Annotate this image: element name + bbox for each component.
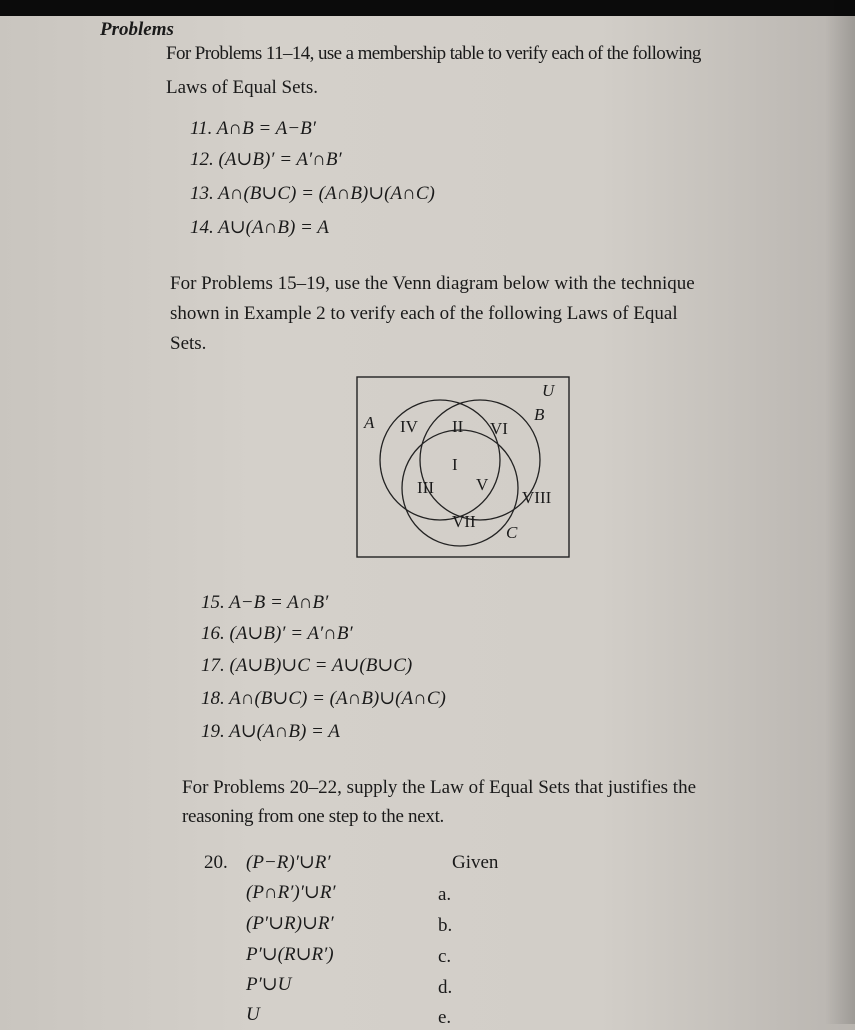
step-expr-3: (P′∪R)∪R′	[246, 913, 334, 934]
step-expr-5: P′∪U	[246, 974, 292, 995]
region-vii: VII	[452, 512, 476, 531]
venn-svg	[356, 376, 570, 558]
problem-16: 16. (A∪B)′ = A′∩B′	[201, 623, 353, 644]
section-heading: Problems	[100, 19, 174, 40]
problem-12: 12. (A∪B)′ = A′∩B′	[190, 149, 342, 170]
region-vi: VI	[490, 419, 508, 438]
step-expr-1: (P−R)′∪R′	[246, 852, 331, 873]
problem-14: 14. A∪(A∩B) = A	[190, 217, 329, 238]
step-reason-5: d.	[438, 977, 453, 998]
step-expr-4: P′∪(R∪R′)	[246, 944, 334, 965]
step-reason-3: b.	[438, 915, 453, 936]
page-edge-shadow	[825, 0, 855, 1024]
region-v: V	[476, 475, 489, 494]
section2-intro-line1: For Problems 15–19, use the Venn diagram below with the technique	[170, 273, 695, 294]
step-reason-6: e.	[438, 1007, 452, 1028]
step-expr-2: (P∩R′)′∪R′	[246, 882, 336, 903]
step-reason-2: a.	[438, 884, 452, 905]
circle-a	[380, 400, 500, 520]
venn-diagram	[356, 376, 570, 558]
problem-15: 15. A−B = A∩B′	[201, 592, 329, 613]
problem-11: 11. A∩B = A−B′	[190, 118, 316, 139]
section1-intro-line2: Laws of Equal Sets.	[166, 77, 318, 98]
step-reason-4: c.	[438, 946, 452, 967]
step-reason-1: Given	[452, 852, 499, 873]
step-expr-6: U	[246, 1004, 260, 1025]
problem-18: 18. A∩(B∪C) = (A∩B)∪(A∩C)	[201, 688, 446, 709]
region-viii: VIII	[522, 488, 552, 507]
section3-intro-line2: reasoning from one step to the next.	[182, 806, 444, 827]
section2-intro-line2: shown in Example 2 to verify each of the following Laws of Equal	[170, 303, 678, 324]
region-ii: II	[452, 417, 464, 436]
top-dark-bar	[0, 0, 855, 16]
problem-17: 17. (A∪B)∪C = A∪(B∪C)	[201, 655, 413, 676]
problem-19: 19. A∪(A∩B) = A	[201, 721, 340, 742]
region-i: I	[452, 455, 458, 474]
label-b: B	[534, 405, 545, 424]
label-c: C	[506, 523, 518, 542]
section1-intro-line1: For Problems 11–14, use a membership table to verify each of the following	[166, 43, 701, 64]
problem-13: 13. A∩(B∪C) = (A∩B)∪(A∩C)	[190, 183, 435, 204]
region-iii: III	[417, 478, 434, 497]
section2-intro-line3: Sets.	[170, 333, 207, 354]
region-iv: IV	[400, 417, 418, 436]
label-u: U	[542, 381, 555, 400]
section3-intro-line1: For Problems 20–22, supply the Law of Equal Sets that justifies the	[182, 777, 697, 798]
problem-20-number: 20.	[204, 852, 228, 873]
label-a: A	[364, 413, 375, 432]
